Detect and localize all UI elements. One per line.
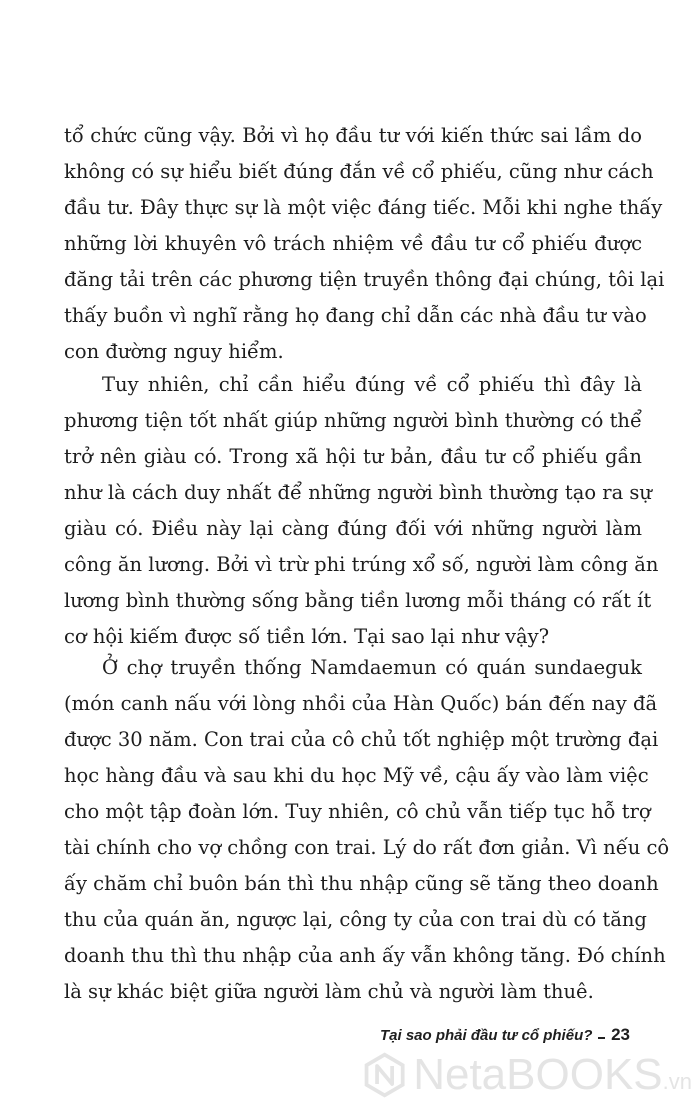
text-line: giàu có. Điều này lại càng đúng đối với những người làm [64, 517, 642, 540]
text-line: đăng tải trên các phương tiện truyền thông đại chúng, tôi lại [64, 268, 665, 291]
text-line: doanh thu thì thu nhập của anh ấy vẫn không tăng. Đó chính [64, 944, 666, 967]
paragraph-3 [64, 650, 670, 1010]
text-line: công ăn lương. Bởi vì trừ phi trúng xổ số, người làm công ăn [64, 553, 659, 576]
text-line: không có sự hiểu biết đúng đắn về cổ phiếu, cũng như cách [64, 160, 654, 183]
text-line: tổ chức cũng vậy. Bởi vì họ đầu tư với kiến thức sai lầm do [64, 124, 642, 147]
paragraph-2 [64, 367, 659, 655]
netabooks-logo-icon [362, 1045, 407, 1105]
page-number: 23 [611, 1025, 630, 1044]
text-line: cơ hội kiếm được số tiền lớn. Tại sao lại như vậy? [64, 625, 550, 648]
watermark-suffix: .vn [662, 1069, 692, 1094]
text-line: trở nên giàu có. Trong xã hội tư bản, đầu tư cổ phiếu gần [64, 445, 642, 468]
text-line: thu của quán ăn, ngược lại, công ty của con trai dù có tăng [64, 908, 647, 931]
text-line: ấy chăm chỉ buôn bán thì thu nhập cũng sẽ tăng theo doanh [64, 872, 659, 895]
text-line: (món canh nấu với lòng nhồi của Hàn Quốc) bán đến nay đã [64, 692, 658, 715]
running-title: Tại sao phải đầu tư cổ phiếu? [380, 1026, 593, 1044]
watermark [362, 1040, 692, 1110]
text-line: Tuy nhiên, chỉ cần hiểu đúng về cổ phiếu thì đây là [102, 373, 642, 396]
text-line: tài chính cho vợ chồng con trai. Lý do rất đơn giản. Vì nếu cô [64, 836, 670, 859]
text-line: như là cách duy nhất để những người bình thường tạo ra sự [64, 481, 652, 504]
footer-rule [598, 1037, 605, 1039]
text-line: được 30 năm. Con trai của cô chủ tốt nghiệp một trường đại [64, 728, 659, 751]
text-line: những lời khuyên vô trách nhiệm về đầu tư cổ phiếu được [64, 232, 642, 255]
text-line: đầu tư. Đây thực sự là một việc đáng tiếc. Mỗi khi nghe thấy [64, 196, 663, 219]
text-line: phương tiện tốt nhất giúp những người bình thường có thể [64, 409, 642, 432]
paragraph-1 [64, 118, 665, 370]
text-line: học hàng đầu và sau khi du học Mỹ về, cậu ấy vào làm việc [64, 764, 649, 787]
text-line: lương bình thường sống bằng tiền lương mỗi tháng có rất ít [64, 589, 652, 612]
text-line: là sự khác biệt giữa người làm chủ và người làm thuê. [64, 980, 594, 1003]
text-line: cho một tập đoàn lớn. Tuy nhiên, cô chủ vẫn tiếp tục hỗ trợ [64, 800, 651, 823]
text-line: thấy buồn vì nghĩ rằng họ đang chỉ dẫn các nhà đầu tư vào [64, 304, 647, 327]
watermark-brand: NetaBOOKS.vn [413, 1050, 692, 1099]
text-line: con đường nguy hiểm. [64, 340, 284, 363]
text-line: Ở chợ truyền thống Namdaemun có quán sundaeguk [102, 656, 642, 679]
